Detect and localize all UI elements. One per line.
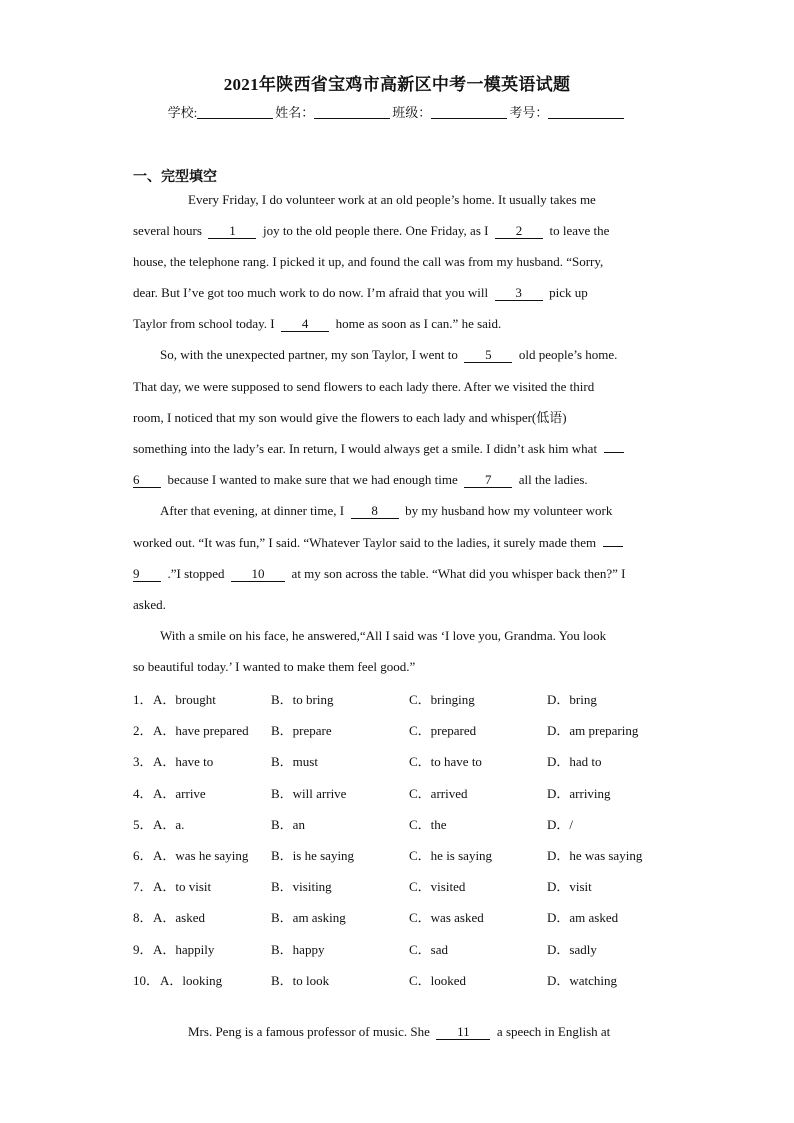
- option-a[interactable]: A．was he saying: [153, 848, 249, 863]
- question-row: [133, 815, 693, 835]
- option-d[interactable]: D．had to: [547, 754, 602, 770]
- school-label: 学校:: [167, 105, 198, 120]
- question-row: [133, 784, 693, 804]
- passage-line: [133, 283, 588, 303]
- text: Taylor from school today. I: [133, 316, 275, 331]
- text: so beautiful today.’ I wanted to make them feel good.”: [133, 659, 416, 674]
- passage-line: [133, 314, 501, 334]
- option-b[interactable]: B．must: [271, 754, 318, 770]
- blank-3[interactable]: 3: [495, 286, 543, 301]
- option-a[interactable]: A．brought: [153, 692, 216, 707]
- option-d[interactable]: D．/: [547, 816, 574, 832]
- text: room, I noticed that my son would give the flowers to each lady and whisper(低语): [133, 410, 567, 425]
- question-number: 1．: [133, 692, 153, 707]
- passage-line: [133, 377, 594, 397]
- option-a[interactable]: A．have to: [153, 754, 214, 770]
- blank-5[interactable]: 5: [464, 348, 512, 363]
- text: home as soon as I can.” he said.: [335, 316, 502, 331]
- option-d[interactable]: D．watching: [547, 972, 618, 988]
- question-number: 10．: [133, 972, 160, 988]
- option-c[interactable]: C．looked: [409, 972, 467, 988]
- blank-9[interactable]: 9: [133, 567, 161, 582]
- question-row: [133, 846, 693, 866]
- text: all the ladies.: [518, 472, 588, 487]
- passage-line: [160, 501, 612, 521]
- text: Every Friday, I do volunteer work at an old people’s home. It usually takes me: [188, 192, 596, 207]
- option-b[interactable]: B．an: [271, 816, 305, 832]
- blank-9-start[interactable]: [603, 546, 623, 547]
- question-number: 9．: [133, 941, 153, 957]
- class-blank[interactable]: [431, 105, 507, 119]
- option-b[interactable]: B．to look: [271, 972, 330, 988]
- passage-line: [133, 470, 588, 490]
- passage-line: [133, 657, 415, 677]
- name-label: 姓名：: [275, 105, 315, 120]
- text: a speech in English at: [496, 1024, 611, 1039]
- question-number: 6．: [133, 848, 153, 863]
- school-blank[interactable]: [197, 105, 273, 119]
- option-b[interactable]: B．visiting: [271, 879, 332, 895]
- text: Mrs. Peng is a famous professor of music. She: [188, 1024, 430, 1039]
- section-heading: 一、完型填空: [133, 169, 217, 185]
- text: worked out. “It was fun,” I said. “Whatever Taylor said to the ladies, it surely made them: [133, 535, 597, 550]
- text: That day, we were supposed to send flowers to each lady there. After we visited the third: [133, 379, 595, 394]
- option-a[interactable]: A．happily: [153, 941, 215, 957]
- option-c[interactable]: C．arrived: [409, 785, 468, 801]
- text: something into the lady’s ear. In return, I would always get a smile. I didn’t ask him what: [133, 441, 598, 456]
- text: With a smile on his face, he answered,“All I said was ‘I love you, Grandma. You look: [160, 628, 607, 643]
- passage-line: [133, 252, 603, 272]
- class-label: 班级：: [392, 105, 432, 120]
- blank-6[interactable]: 6: [133, 473, 161, 488]
- option-a[interactable]: A．have prepared: [153, 723, 249, 739]
- passage-line: [133, 595, 166, 615]
- blank-2[interactable]: 2: [495, 224, 543, 239]
- option-b[interactable]: B．to bring: [271, 692, 334, 707]
- passage-line: [160, 626, 606, 646]
- passage-line: [133, 408, 567, 428]
- question-row: [133, 940, 693, 960]
- option-c[interactable]: C．he is saying: [409, 848, 493, 863]
- option-d[interactable]: D．am asked: [547, 910, 619, 926]
- name-blank[interactable]: [314, 105, 390, 119]
- blank-8[interactable]: 8: [351, 504, 399, 519]
- text: joy to the old people there. One Friday, as I: [262, 223, 489, 238]
- text: old people’s home.: [518, 347, 618, 362]
- question-number: 7．: [133, 879, 153, 895]
- question-number: 5．: [133, 816, 153, 832]
- blank-7[interactable]: 7: [464, 473, 512, 488]
- blank-11[interactable]: 11: [436, 1025, 490, 1040]
- blank-6-start[interactable]: [604, 452, 624, 453]
- question-row: [133, 752, 693, 772]
- text: asked.: [133, 597, 166, 612]
- option-c[interactable]: C．visited: [409, 879, 466, 895]
- option-c[interactable]: C．to have to: [409, 754, 482, 770]
- option-d[interactable]: D．bring: [547, 692, 597, 707]
- text: .”I stopped: [167, 566, 225, 581]
- option-c[interactable]: C．prepared: [409, 723, 477, 739]
- passage-line: [160, 345, 617, 365]
- option-d[interactable]: D．am preparing: [547, 723, 639, 739]
- option-a[interactable]: A．arrive: [153, 785, 206, 801]
- question-row: [133, 971, 693, 991]
- text: So, with the unexpected partner, my son Taylor, I went to: [160, 347, 458, 362]
- passage-line: [133, 439, 624, 459]
- passage-line: [188, 190, 596, 210]
- option-a[interactable]: A．to visit: [153, 879, 212, 895]
- option-d[interactable]: D．he was saying: [547, 848, 643, 863]
- blank-4[interactable]: 4: [281, 317, 329, 332]
- passage-line: [188, 1022, 610, 1042]
- option-c[interactable]: C．sad: [409, 941, 449, 957]
- option-d[interactable]: D．arriving: [547, 785, 611, 801]
- blank-1[interactable]: 1: [208, 224, 256, 239]
- question-number: 8．: [133, 910, 153, 926]
- option-d[interactable]: D．sadly: [547, 941, 597, 957]
- student-info-line: [0, 102, 794, 121]
- option-b[interactable]: B．prepare: [271, 723, 332, 739]
- text: dear. But I’ve got too much work to do now. I’m afraid that you will: [133, 285, 489, 300]
- text: because I wanted to make sure that we had enough time: [167, 472, 458, 487]
- passage-line: [133, 564, 625, 584]
- number-blank[interactable]: [548, 105, 624, 119]
- text: several hours: [133, 223, 202, 238]
- option-a[interactable]: A．a.: [153, 816, 185, 832]
- option-d[interactable]: D．visit: [547, 879, 592, 895]
- question-number: 2．: [133, 723, 153, 739]
- option-b[interactable]: B．am asking: [271, 910, 346, 926]
- number-label: 考号：: [509, 105, 549, 120]
- option-c[interactable]: C．the: [409, 816, 447, 832]
- text: house, the telephone rang. I picked it up, and found the call was from my husband. “Sorry,: [133, 254, 604, 269]
- question-row: [133, 690, 693, 710]
- text: at my son across the table. “What did you whisper back then?” I: [291, 566, 626, 581]
- text: After that evening, at dinner time, I: [160, 503, 345, 518]
- option-a[interactable]: A．looking: [160, 972, 223, 988]
- passage-line: [133, 221, 609, 241]
- question-row: [133, 877, 693, 897]
- question-row: [133, 721, 693, 741]
- question-row: [133, 908, 693, 928]
- option-b[interactable]: B．will arrive: [271, 785, 347, 801]
- option-c[interactable]: C．bringing: [409, 692, 475, 707]
- page-title: 2021年陕西省宝鸡市高新区中考一模英语试题: [223, 75, 571, 94]
- passage-line: [133, 533, 623, 553]
- option-b[interactable]: B．happy: [271, 941, 325, 957]
- question-number: 3．: [133, 754, 153, 770]
- text: by my husband how my volunteer work: [405, 503, 613, 518]
- option-b[interactable]: B．is he saying: [271, 848, 355, 863]
- option-c[interactable]: C．was asked: [409, 910, 484, 926]
- text: pick up: [549, 285, 588, 300]
- text: to leave the: [549, 223, 610, 238]
- blank-10[interactable]: 10: [231, 567, 285, 582]
- question-number: 4．: [133, 785, 153, 801]
- option-a[interactable]: A．asked: [153, 910, 205, 926]
